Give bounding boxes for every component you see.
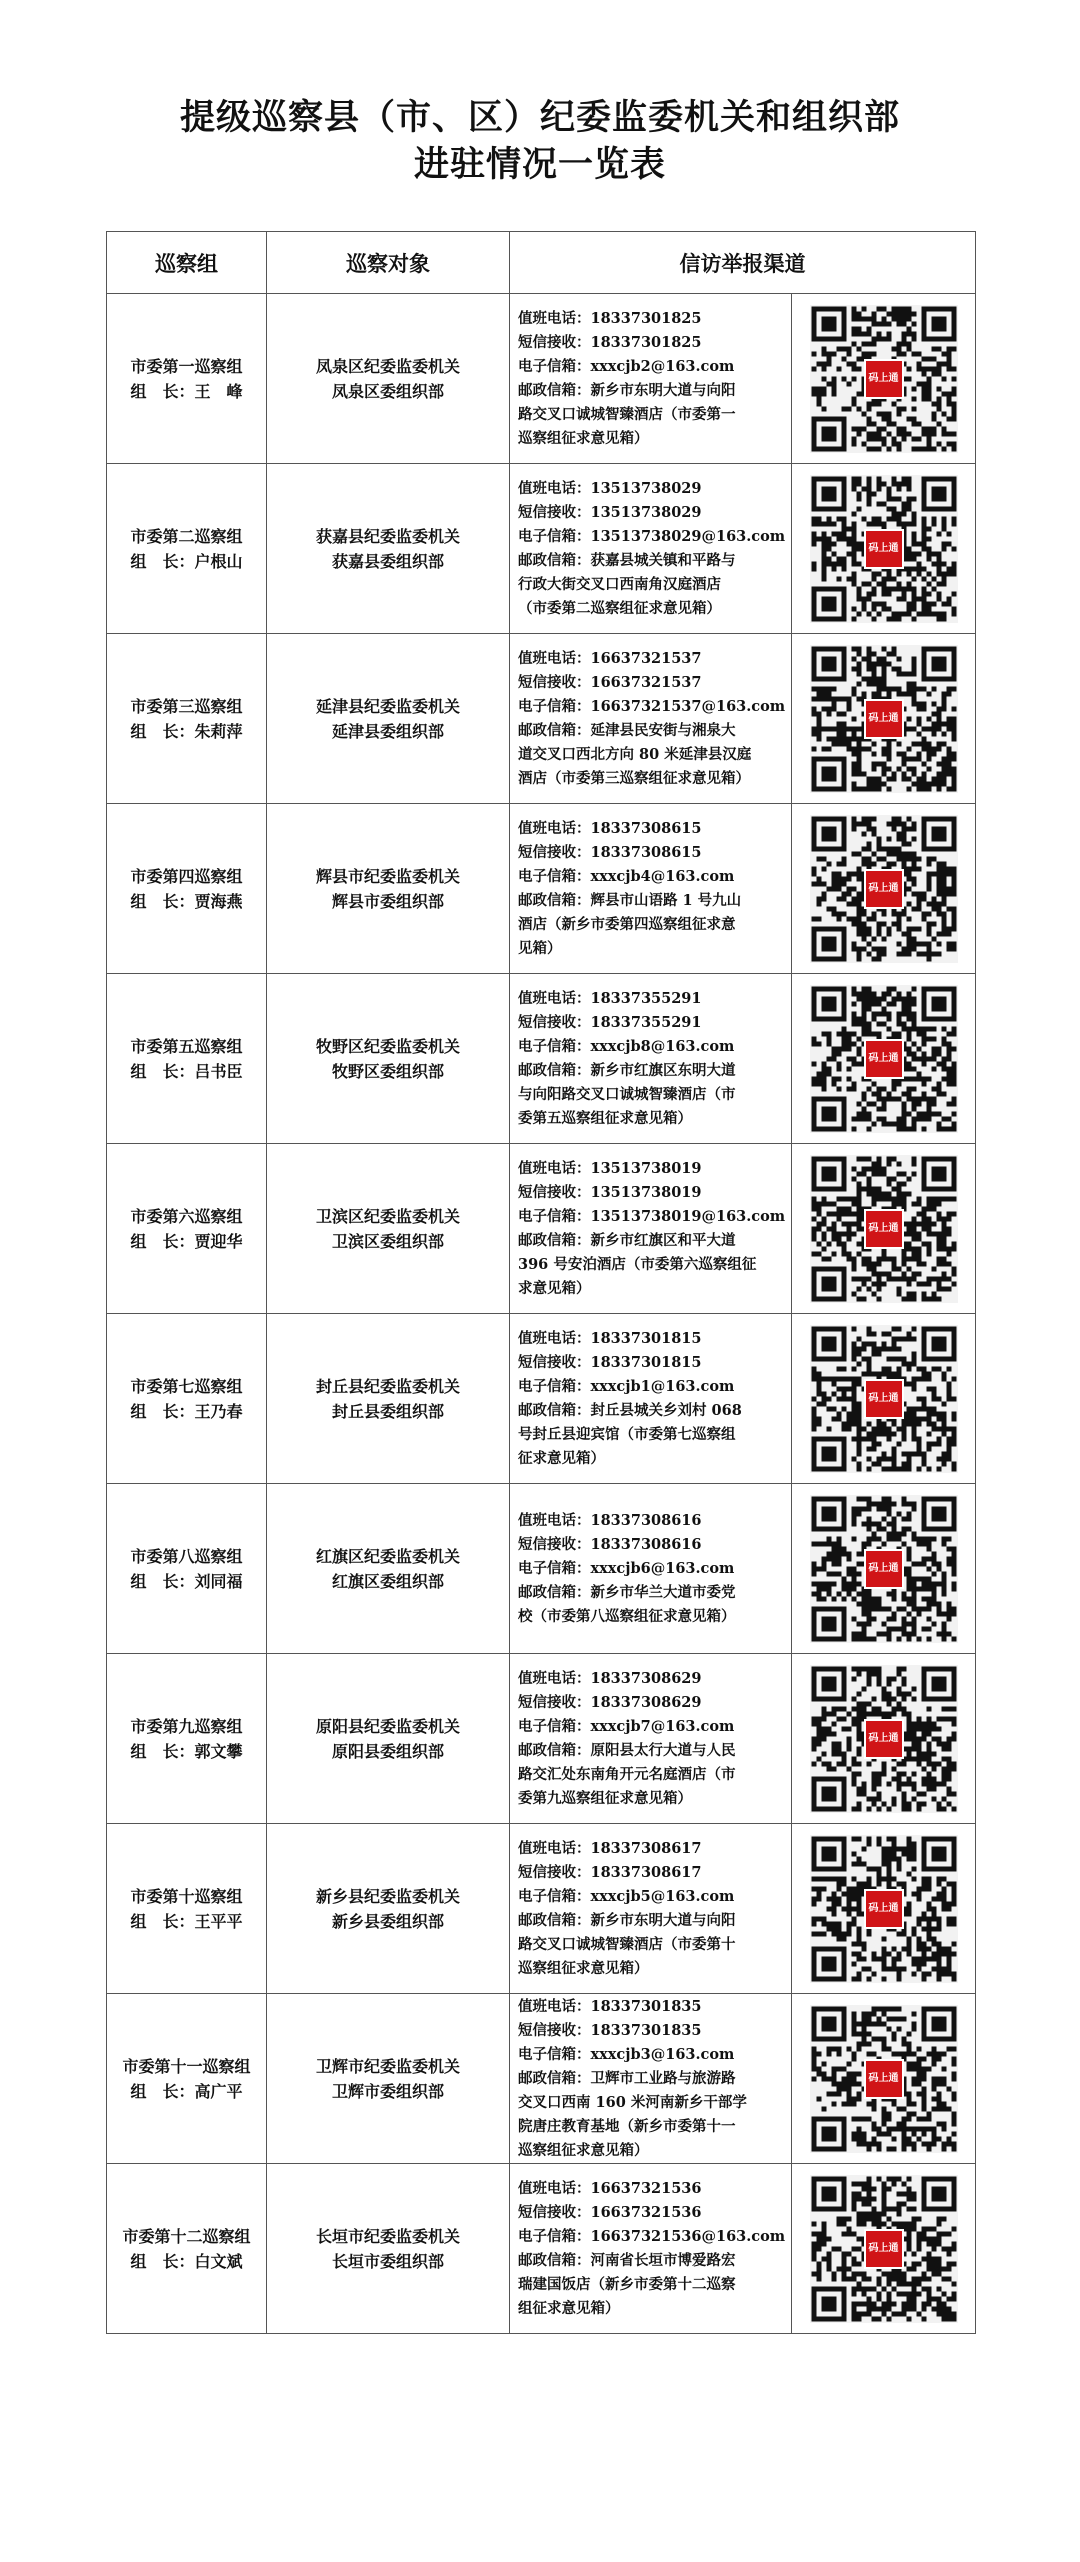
channel-line: 电子信箱：xxxcjb5@163.com: [518, 1887, 735, 1905]
channel-line: 路交叉口诚城智臻酒店（市委第十: [518, 1935, 736, 1953]
channel-line: 见箱）: [518, 939, 562, 957]
qr-code: [810, 1495, 958, 1643]
cell-group: [107, 2164, 267, 2334]
cell-channel: [510, 634, 792, 804]
cell-channel: [510, 1144, 792, 1314]
channel-line: 值班电话：18337301815: [518, 1329, 702, 1347]
target-org-dept: 牧野区委组织部: [331, 1061, 444, 1081]
table-row: [107, 294, 976, 464]
qr-code: [810, 1665, 958, 1813]
channel-line: 值班电话：18337301835: [518, 1997, 702, 2015]
qr-logo-badge: 码上通: [864, 529, 904, 569]
qr-logo-badge: 码上通: [864, 699, 904, 739]
cell-target: [267, 2164, 510, 2334]
channel-line: 电子信箱：16637321537@163.com: [518, 697, 786, 715]
group-leader: 组 长：朱莉萍: [130, 721, 243, 741]
cell-qr: [792, 804, 976, 974]
cell-target: [267, 804, 510, 974]
channel-line: 短信接收：18337301815: [518, 1353, 702, 1371]
target-org-dept: 辉县市委组织部: [331, 891, 444, 911]
channel-line: 与向阳路交叉口诚城智臻酒店（市: [518, 1085, 736, 1103]
cell-qr: [792, 974, 976, 1144]
cell-qr: [792, 294, 976, 464]
channel-line: 短信接收：16637321537: [518, 673, 702, 691]
table-row: [107, 1484, 976, 1654]
channel-line: 征求意见箱）: [518, 1449, 605, 1467]
cell-target: [267, 634, 510, 804]
qr-logo-badge: 码上通: [864, 1719, 904, 1759]
group-leader: 组 长：郭文攀: [130, 1741, 243, 1761]
cell-channel: [510, 1994, 792, 2164]
channel-line: 值班电话：18337301825: [518, 309, 702, 327]
target-commission: 红旗区纪委监委机关: [315, 1546, 460, 1566]
channel-line: 值班电话：16637321537: [518, 649, 702, 667]
channel-line: 巡察组征求意见箱）: [518, 1959, 649, 1977]
channel-line: 求意见箱）: [518, 1279, 591, 1297]
target-commission: 封丘县纪委监委机关: [315, 1376, 460, 1396]
channel-line: 值班电话：18337355291: [518, 989, 702, 1007]
target-org-dept: 新乡县委组织部: [331, 1911, 444, 1931]
cell-channel: [510, 1654, 792, 1824]
channel-line: 电子信箱：xxxcjb8@163.com: [518, 1037, 735, 1055]
group-name: 市委第二巡察组: [130, 526, 243, 546]
channel-line: 短信接收：18337355291: [518, 1013, 702, 1031]
channel-line: 短信接收：18337301835: [518, 2021, 702, 2039]
group-name: 市委第五巡察组: [130, 1036, 243, 1056]
channel-line: 396 号安泊酒店（市委第六巡察组征: [518, 1255, 757, 1273]
cell-group: [107, 1824, 267, 1994]
channel-line: 电子信箱：xxxcjb4@163.com: [518, 867, 735, 885]
channel-line: 短信接收：18337308616: [518, 1535, 702, 1553]
qr-logo-badge: 码上通: [864, 1549, 904, 1589]
qr-logo-badge: 码上通: [864, 869, 904, 909]
target-commission: 辉县市纪委监委机关: [315, 866, 460, 886]
table-header-row: [107, 232, 976, 294]
target-commission: 延津县纪委监委机关: [315, 696, 460, 716]
target-org-dept: 卫滨区委组织部: [331, 1231, 444, 1251]
channel-line: 邮政信箱：获嘉县城关镇和平路与: [518, 551, 736, 569]
target-org-dept: 封丘县委组织部: [331, 1401, 444, 1421]
channel-line: 交叉口西南 160 米河南新乡干部学: [518, 2093, 747, 2111]
channel-line: 行政大街交叉口西南角汉庭酒店: [518, 575, 721, 593]
cell-qr: [792, 2164, 976, 2334]
channel-line: 邮政信箱：延津县民安街与湘泉大: [518, 721, 736, 739]
target-commission: 获嘉县纪委监委机关: [315, 526, 460, 546]
cell-qr: [792, 1994, 976, 2164]
qr-code: [810, 305, 958, 453]
cell-target: [267, 974, 510, 1144]
channel-line: 邮政信箱：封丘县城关乡刘村 068: [518, 1401, 742, 1419]
channel-line: 电子信箱：xxxcjb7@163.com: [518, 1717, 735, 1735]
group-leader: 组 长：刘同福: [130, 1571, 243, 1591]
channel-line: 邮政信箱：新乡市东明大道与向阳: [518, 381, 736, 399]
cell-group: [107, 294, 267, 464]
cell-qr: [792, 1144, 976, 1314]
group-name: 市委第四巡察组: [130, 866, 243, 886]
cell-target: [267, 294, 510, 464]
cell-target: [267, 1654, 510, 1824]
cell-channel: [510, 294, 792, 464]
cell-channel: [510, 974, 792, 1144]
cell-channel: [510, 464, 792, 634]
group-name: 市委第三巡察组: [130, 696, 243, 716]
channel-line: 短信接收：18337308617: [518, 1863, 702, 1881]
group-name: 市委第十二巡察组: [122, 2226, 251, 2246]
group-name: 市委第九巡察组: [130, 1716, 243, 1736]
cell-group: [107, 974, 267, 1144]
group-leader: 组 长：贾海燕: [130, 891, 243, 911]
target-org-dept: 凤泉区委组织部: [331, 381, 444, 401]
channel-line: 短信接收：18337308615: [518, 843, 702, 861]
inspection-table: [106, 231, 976, 2334]
target-commission: 长垣市纪委监委机关: [315, 2226, 460, 2246]
cell-target: [267, 1144, 510, 1314]
cell-channel: [510, 1484, 792, 1654]
channel-line: 值班电话：18337308616: [518, 1511, 702, 1529]
group-leader: 组 长：吕书臣: [130, 1061, 243, 1081]
channel-line: 邮政信箱：辉县市山语路 1 号九山: [518, 891, 742, 909]
cell-qr: [792, 1484, 976, 1654]
cell-group: [107, 1314, 267, 1484]
channel-line: 值班电话：13513738029: [518, 479, 702, 497]
group-leader: 组 长：王 峰: [130, 381, 243, 401]
channel-line: 酒店（市委第三巡察组征求意见箱）: [518, 769, 750, 787]
cell-target: [267, 1314, 510, 1484]
channel-line: 组征求意见箱）: [518, 2299, 620, 2317]
group-name: 市委第十巡察组: [130, 1886, 243, 1906]
channel-line: 短信接收：18337308629: [518, 1693, 702, 1711]
cell-qr: [792, 464, 976, 634]
cell-target: [267, 1824, 510, 1994]
qr-code: [810, 815, 958, 963]
channel-line: 邮政信箱：新乡市红旗区东明大道: [518, 1061, 736, 1079]
table-row: [107, 1994, 976, 2164]
cell-group: [107, 1994, 267, 2164]
qr-logo-badge: 码上通: [864, 1039, 904, 1079]
cell-qr: [792, 1824, 976, 1994]
cell-qr: [792, 1314, 976, 1484]
group-leader: 组 长：王乃春: [130, 1401, 243, 1421]
channel-line: 值班电话：18337308615: [518, 819, 702, 837]
table-row: [107, 1654, 976, 1824]
channel-line: 委第五巡察组征求意见箱）: [518, 1109, 692, 1127]
target-commission: 凤泉区纪委监委机关: [315, 356, 460, 376]
qr-code: [810, 1325, 958, 1473]
target-org-dept: 红旗区委组织部: [331, 1571, 444, 1591]
table-row: [107, 1144, 976, 1314]
target-commission: 原阳县纪委监委机关: [315, 1716, 460, 1736]
table-row: [107, 464, 976, 634]
channel-line: 值班电话：13513738019: [518, 1159, 702, 1177]
qr-code: [810, 475, 958, 623]
channel-line: 电子信箱：xxxcjb1@163.com: [518, 1377, 735, 1395]
qr-logo-badge: 码上通: [864, 2229, 904, 2269]
cell-channel: [510, 1824, 792, 1994]
target-org-dept: 长垣市委组织部: [331, 2251, 444, 2271]
channel-line: 巡察组征求意见箱）: [518, 429, 649, 447]
channel-line: 邮政信箱：卫辉市工业路与旅游路: [518, 2069, 736, 2087]
target-commission: 卫滨区纪委监委机关: [315, 1206, 460, 1226]
channel-line: 号封丘县迎宾馆（市委第七巡察组: [518, 1425, 736, 1443]
qr-code: [810, 2175, 958, 2323]
cell-target: [267, 464, 510, 634]
table-row: [107, 634, 976, 804]
header-group: 巡察组: [107, 232, 267, 294]
title-line-2: 进驻情况一览表: [413, 145, 666, 185]
qr-logo-badge: 码上通: [864, 1889, 904, 1929]
channel-line: 道交叉口西北方向 80 米延津县汉庭: [518, 745, 752, 763]
table-row: [107, 974, 976, 1144]
channel-line: 值班电话：18337308629: [518, 1669, 702, 1687]
channel-line: 电子信箱：13513738029@163.com: [518, 527, 786, 545]
qr-logo-badge: 码上通: [864, 1209, 904, 1249]
group-name: 市委第十一巡察组: [122, 2056, 251, 2076]
cell-channel: [510, 2164, 792, 2334]
table-row: [107, 1824, 976, 1994]
cell-group: [107, 804, 267, 974]
channel-line: 邮政信箱：新乡市华兰大道市委党: [518, 1583, 736, 1601]
channel-line: 值班电话：18337308617: [518, 1839, 702, 1857]
channel-line: 电子信箱：xxxcjb2@163.com: [518, 357, 735, 375]
header-channel: 信访举报渠道: [510, 232, 976, 294]
channel-line: 巡察组征求意见箱）: [518, 2141, 649, 2159]
group-leader: 组 长：白文斌: [130, 2251, 243, 2271]
channel-line: 电子信箱：xxxcjb6@163.com: [518, 1559, 735, 1577]
channel-line: 邮政信箱：河南省长垣市博爱路宏: [518, 2251, 736, 2269]
table-row: [107, 804, 976, 974]
channel-line: 电子信箱：13513738019@163.com: [518, 1207, 786, 1225]
group-leader: 组 长：贾迎华: [130, 1231, 243, 1251]
qr-logo-badge: 码上通: [864, 1379, 904, 1419]
cell-qr: [792, 1654, 976, 1824]
group-name: 市委第七巡察组: [130, 1376, 243, 1396]
qr-code: [810, 645, 958, 793]
qr-logo-badge: 码上通: [864, 2059, 904, 2099]
group-name: 市委第一巡察组: [130, 356, 243, 376]
qr-code: [810, 985, 958, 1133]
qr-code: [810, 2005, 958, 2153]
group-name: 市委第八巡察组: [130, 1546, 243, 1566]
channel-line: 邮政信箱：新乡市红旗区和平大道: [518, 1231, 736, 1249]
channel-line: 瑞建国饭店（新乡市委第十二巡察: [518, 2275, 736, 2293]
channel-line: 院唐庄教育基地（新乡市委第十一: [518, 2117, 736, 2135]
channel-line: 短信接收：18337301825: [518, 333, 702, 351]
target-org-dept: 卫辉市委组织部: [331, 2081, 444, 2101]
cell-group: [107, 634, 267, 804]
table-body: [107, 294, 976, 2334]
channel-line: 邮政信箱：原阳县太行大道与人民: [518, 1741, 736, 1759]
channel-line: 电子信箱：16637321536@163.com: [518, 2227, 786, 2245]
channel-line: 短信接收：13513738029: [518, 503, 702, 521]
target-org-dept: 获嘉县委组织部: [331, 551, 444, 571]
target-org-dept: 原阳县委组织部: [331, 1741, 444, 1761]
cell-target: [267, 1484, 510, 1654]
cell-target: [267, 1994, 510, 2164]
group-name: 市委第六巡察组: [130, 1206, 243, 1226]
target-commission: 新乡县纪委监委机关: [315, 1886, 460, 1906]
channel-line: 路交汇处东南角开元名庭酒店（市: [518, 1765, 736, 1783]
group-leader: 组 长：户根山: [130, 551, 243, 571]
group-leader: 组 长：高广平: [130, 2081, 243, 2101]
qr-logo-badge: 码上通: [864, 359, 904, 399]
target-org-dept: 延津县委组织部: [331, 721, 444, 741]
title-line-1: 提级巡察县（市、区）纪委监委机关和组织部: [179, 98, 900, 138]
table-row: [107, 2164, 976, 2334]
cell-channel: [510, 804, 792, 974]
channel-line: 酒店（新乡市委第四巡察组征求意: [518, 915, 736, 933]
cell-channel: [510, 1314, 792, 1484]
channel-line: 短信接收：16637321536: [518, 2203, 702, 2221]
target-commission: 牧野区纪委监委机关: [315, 1036, 460, 1056]
target-commission: 卫辉市纪委监委机关: [315, 2056, 460, 2076]
channel-line: 电子信箱：xxxcjb3@163.com: [518, 2045, 735, 2063]
cell-group: [107, 1484, 267, 1654]
cell-group: [107, 1144, 267, 1314]
channel-line: 短信接收：13513738019: [518, 1183, 702, 1201]
channel-line: 值班电话：16637321536: [518, 2179, 702, 2197]
cell-group: [107, 464, 267, 634]
qr-code: [810, 1835, 958, 1983]
qr-code: [810, 1155, 958, 1303]
cell-group: [107, 1654, 267, 1824]
page-title: [0, 95, 1080, 189]
channel-line: （市委第二巡察组征求意见箱）: [518, 599, 721, 617]
channel-line: 路交叉口诚城智臻酒店（市委第一: [518, 405, 736, 423]
group-leader: 组 长：王平平: [130, 1911, 243, 1931]
cell-qr: [792, 634, 976, 804]
channel-line: 委第九巡察组征求意见箱）: [518, 1789, 692, 1807]
channel-line: 邮政信箱：新乡市东明大道与向阳: [518, 1911, 736, 1929]
channel-line: 校（市委第八巡察组征求意见箱）: [518, 1607, 736, 1625]
table-row: [107, 1314, 976, 1484]
header-target: 巡察对象: [267, 232, 510, 294]
